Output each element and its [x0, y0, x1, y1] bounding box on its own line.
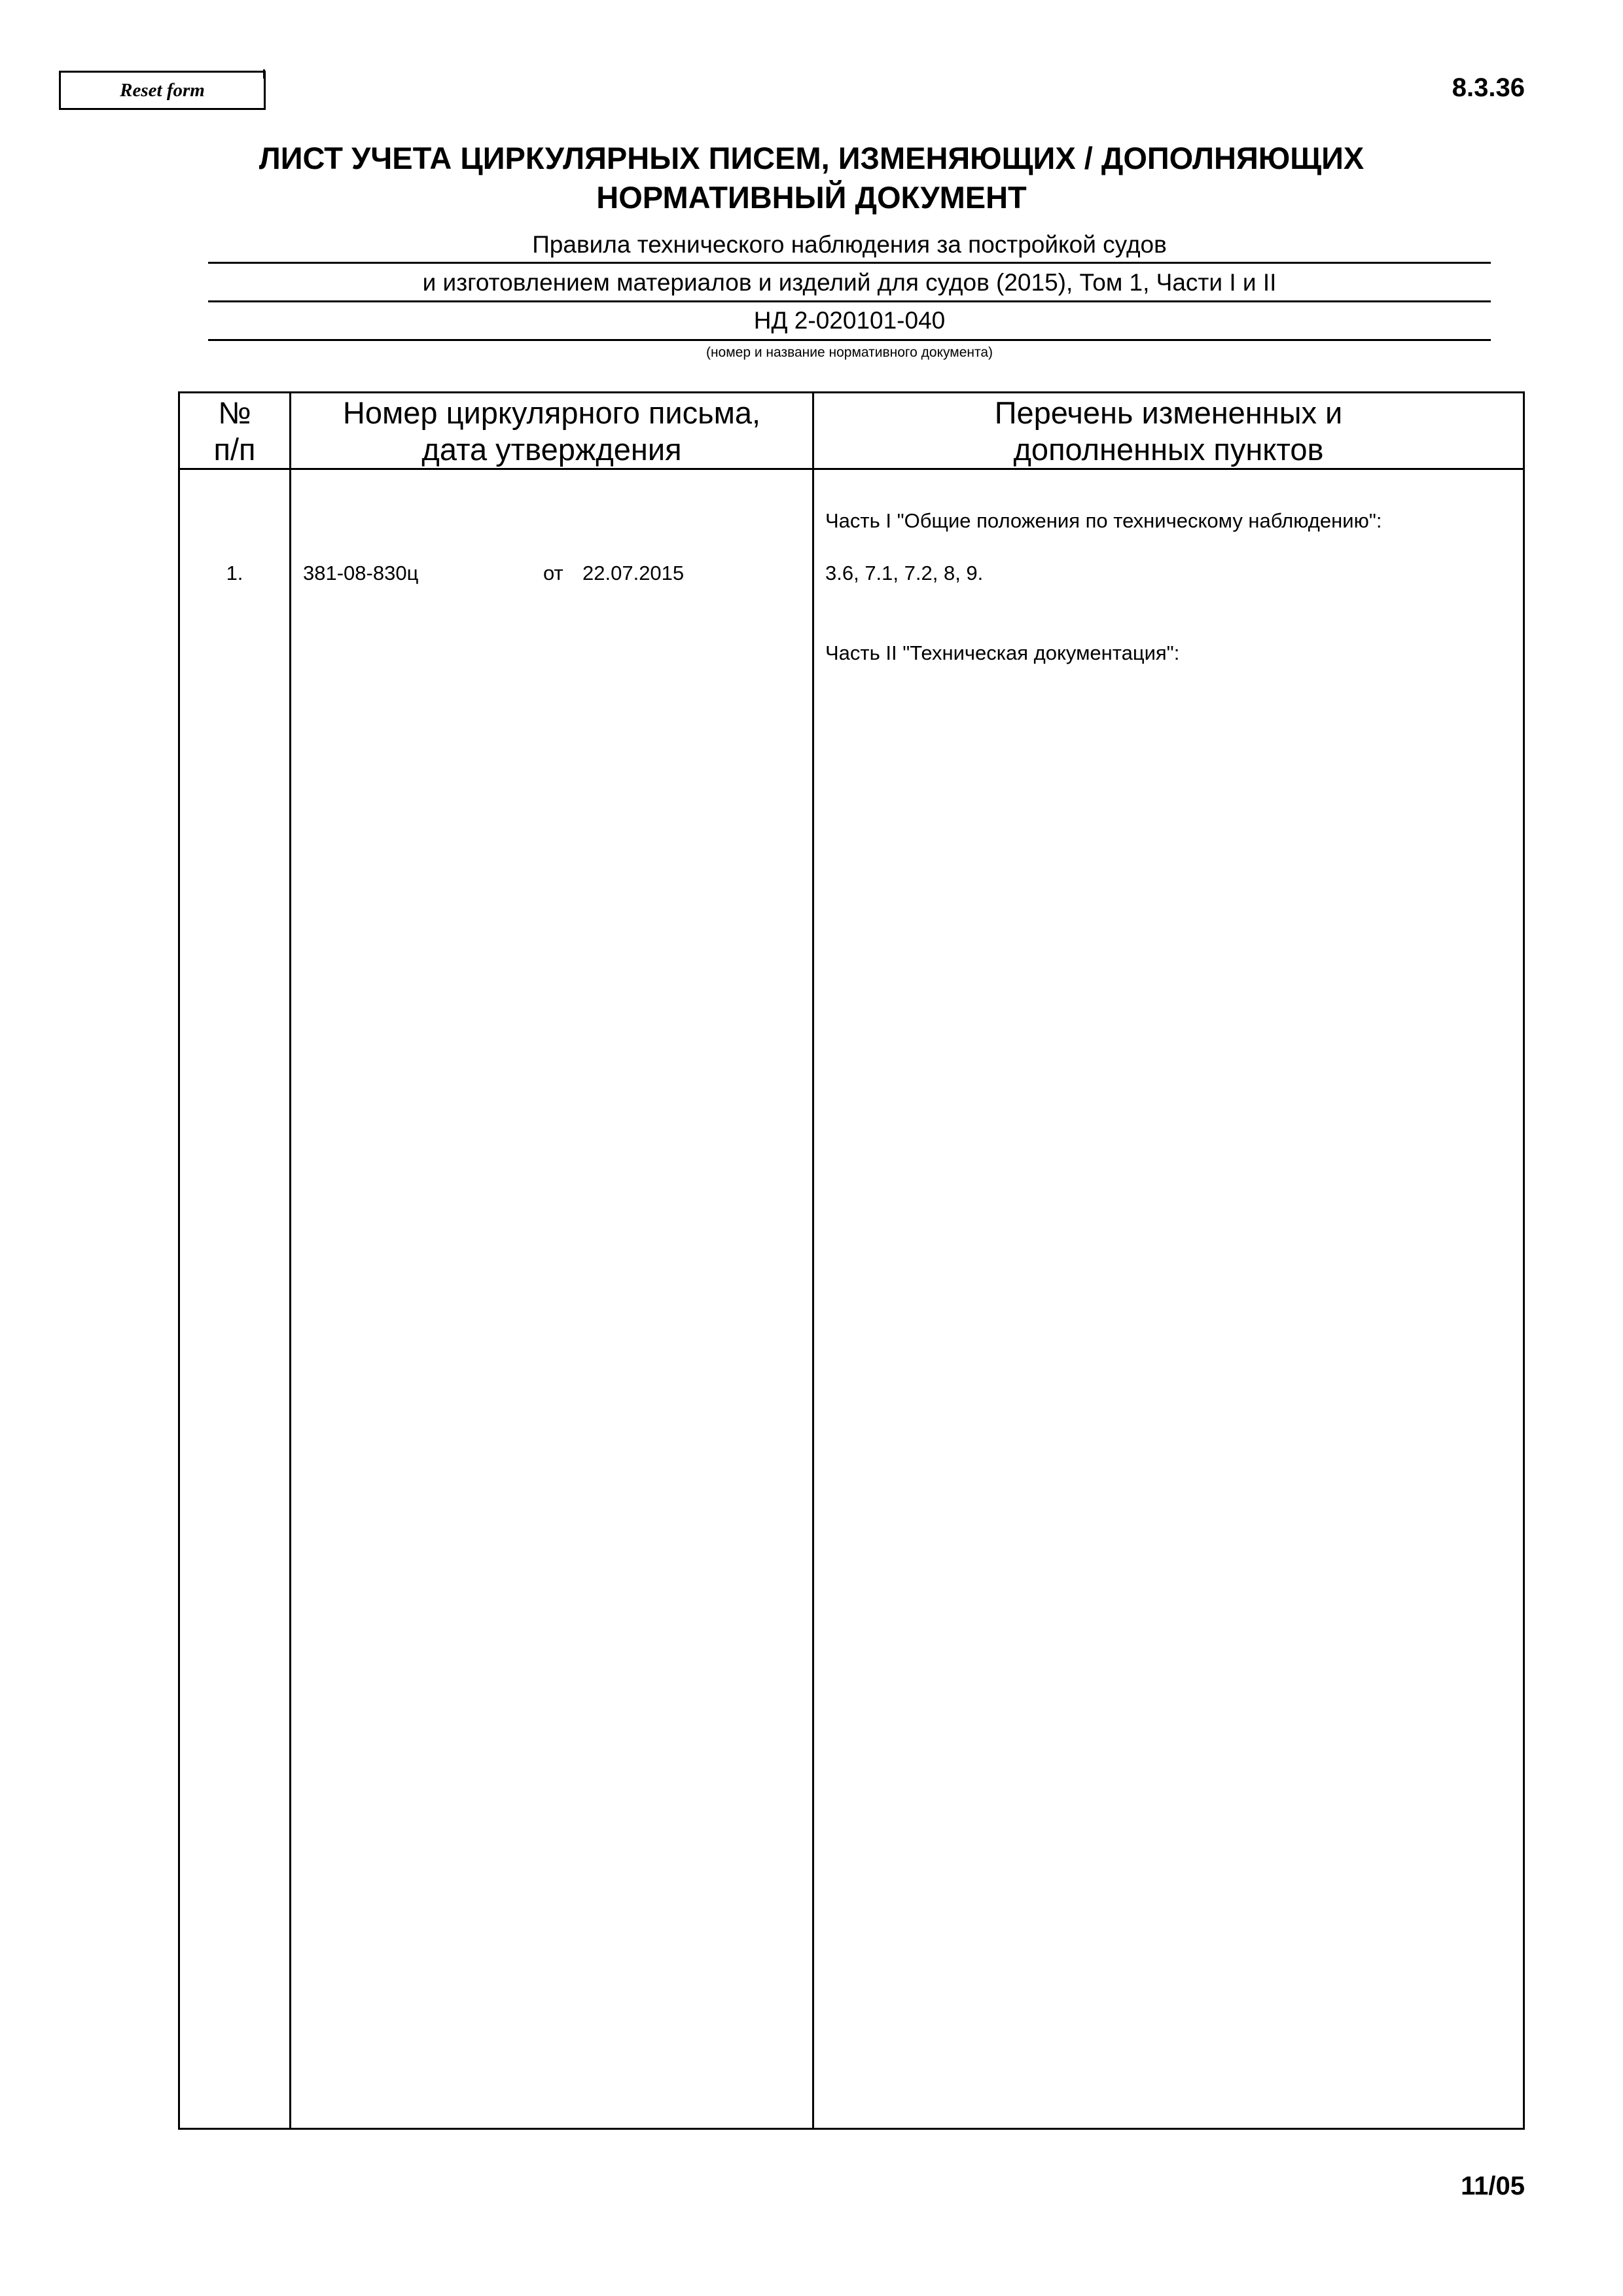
row-1-changes-part-2: Часть II "Техническая документация": [825, 641, 1180, 664]
header-number-line-2: п/п [213, 432, 256, 467]
column-divider-2 [812, 391, 814, 2130]
header-letter [291, 395, 812, 469]
page-title-line-2: НОРМАТИВНЫЙ ДОКУМЕНТ [596, 180, 1027, 215]
row-1-letter-number: 381-08-830ц [303, 562, 419, 584]
row-1-changes-items: 3.6, 7.1, 7.2, 8, 9. [825, 562, 984, 584]
reset-form-button[interactable]: Reset form [59, 71, 266, 110]
document-underline-3 [208, 339, 1491, 341]
column-divider-1 [289, 391, 291, 2130]
header-letter-line-1: Номер циркулярного письма, [342, 395, 761, 430]
page-title [196, 139, 1427, 217]
document-caption: (номер и название нормативного документа) [705, 345, 993, 360]
header-items-line-1: Перечень измененных и [994, 395, 1343, 430]
row-1-date-prefix: от [543, 562, 563, 584]
page-title-line-1: ЛИСТ УЧЕТА ЦИРКУЛЯРНЫХ ПИСЕМ, ИЗМЕНЯЮЩИХ / ДОПОЛНЯЮЩИХ [259, 141, 1364, 175]
form-code: 8.3.36 [1452, 73, 1525, 102]
document-number: НД 2-020101-040 [753, 307, 946, 334]
document-underline-2 [208, 300, 1491, 302]
header-letter-line-2: дата утверждения [421, 432, 682, 467]
header-items [814, 395, 1523, 469]
document-underline-1 [208, 262, 1491, 264]
header-items-line-2: дополненных пунктов [1013, 432, 1324, 467]
header-number [180, 395, 289, 469]
footer-code: 11/05 [1461, 2172, 1525, 2200]
header-number-line-1: № [218, 395, 251, 430]
document-name-line-2: и изготовлением материалов и изделий для судов (2015), Том 1, Части I и II [422, 269, 1277, 296]
row-1-changes-part-1: Часть I "Общие положения по техническому наблюдению": [825, 509, 1382, 532]
document-name-line-1: Правила технического наблюдения за постройкой судов [532, 231, 1167, 258]
row-1-number: 1. [226, 562, 243, 584]
reset-button-marker [263, 69, 265, 79]
row-1-date: 22.07.2015 [582, 562, 685, 584]
